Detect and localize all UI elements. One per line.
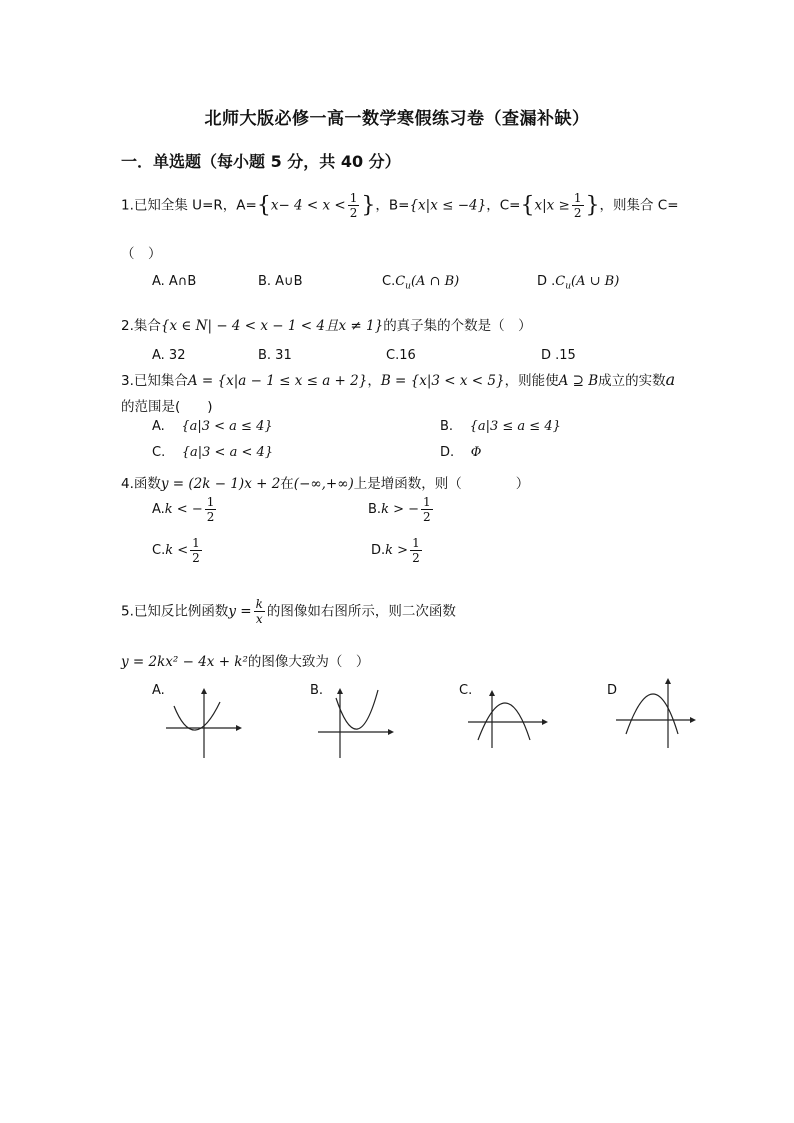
q1-lead: 已知全集 U=R， [133, 197, 237, 214]
q1-option-b: B. A∪B [258, 274, 303, 289]
q5-graph-a [164, 686, 244, 761]
q5-option-b-label: B. [310, 683, 324, 698]
q4-option-a: A.k < − $\frac{1}{2}$ [152, 495, 215, 524]
q1-half-fraction: $\frac{1}{2}$ [349, 191, 358, 220]
question-3: 3.已知集合A = {x|a − 1 ≤ x ≤ a + 2}，B = {x|3 < x < 5}，则能使A ⊇ B成立的实数a [121, 370, 676, 389]
q5-function: y = 2kx² − 4x + k² [121, 654, 248, 670]
q4-option-d: D.k > $\frac{1}{2}$ [371, 536, 420, 565]
question-5: 5.已知反比例函数y = $\frac{k}{x}$ 的图像如右图所示，则二次函数 [121, 597, 456, 626]
q2-set: {x ∈ N| − 4 < x − 1 < 4且x ≠ 1} [160, 318, 384, 334]
q1-c-half-fraction: $\frac{1}{2}$ [573, 191, 582, 220]
q3-option-d: D. Φ [440, 445, 482, 460]
q3-option-b: B. {a|3 ≤ a ≤ 4} [440, 419, 561, 434]
q1-number: 1. [121, 197, 134, 214]
q4-option-c: C.k < $\frac{1}{2}$ [152, 536, 200, 565]
q1-set-a-label: A= [236, 197, 257, 214]
q2-option-a: A. 32 [152, 348, 186, 363]
page-title: 北师大版必修一高一数学寒假练习卷（查漏补缺） [204, 109, 590, 129]
q5-graph-c [466, 686, 550, 761]
q3-option-a: A. {a|3 < a ≤ 4} [152, 419, 273, 434]
q1-c-brace-open: { [520, 193, 535, 218]
q1-brace-close: } [361, 193, 376, 218]
q1-set-a-ineq: − 4 < x < [278, 197, 346, 214]
q1-option-c: $C.C_u(A$ ∩ B) [382, 274, 460, 292]
q1-set-b: {x|x ≤ −4} [409, 197, 487, 214]
q3-set-b: B = {x|3 < x < 5} [380, 373, 505, 389]
q1-set-c-label: ，C= [486, 197, 521, 214]
question-4: 4.函数y = (2k − 1)x + 2在(−∞,+∞)上是增函数，则（ ） [121, 476, 530, 492]
q3-set-a: A = {x|a − 1 ≤ x ≤ a + 2} [187, 373, 368, 389]
q3-option-c: C. {a|3 < a < 4} [152, 445, 274, 460]
q4-interval: (−∞,+∞) [293, 476, 354, 492]
q2-option-c: C.16 [386, 348, 416, 363]
q1-option-d: D $.C_u(A$ ∪ B) [537, 274, 620, 292]
q4-option-b: B.k > − $\frac{1}{2}$ [368, 495, 431, 524]
q1-brace-open: { [256, 193, 271, 218]
q1-tail: ，则集合 C= [599, 197, 679, 214]
q1-option-a: A. A∩B [152, 274, 197, 289]
q4-function: y = (2k − 1)x + 2 [160, 476, 281, 492]
q1-c-brace-close: } [585, 193, 600, 218]
q5-option-a-label: A. [152, 683, 165, 698]
q2-option-d: D .15 [541, 348, 576, 363]
question-1 [121, 192, 679, 219]
question-2: 2.集合{x ∈ N| − 4 < x − 1 < 4且x ≠ 1}的真子集的个数是（ ） [121, 318, 532, 334]
q5-option-c-label: C. [459, 683, 473, 698]
q5-option-d-label: D [607, 683, 618, 698]
section-heading: 一．单选题（每小题 5 分，共 40 分） [121, 152, 401, 171]
q5-line2: y = 2kx² − 4x + k²的图像大致为（ ） [121, 654, 370, 670]
q5-graph-b [316, 686, 396, 761]
q1-answer-paren: （ ） [121, 246, 162, 262]
q1-set-a-var: x [270, 197, 279, 214]
q1-set-b-label: ，B= [375, 197, 410, 214]
q3-line2: 的范围是( ) [121, 399, 213, 415]
q5-graph-d [614, 676, 698, 756]
q1-set-c-cond: x|x ≥ [534, 197, 570, 214]
q2-option-b: B. 31 [258, 348, 292, 363]
